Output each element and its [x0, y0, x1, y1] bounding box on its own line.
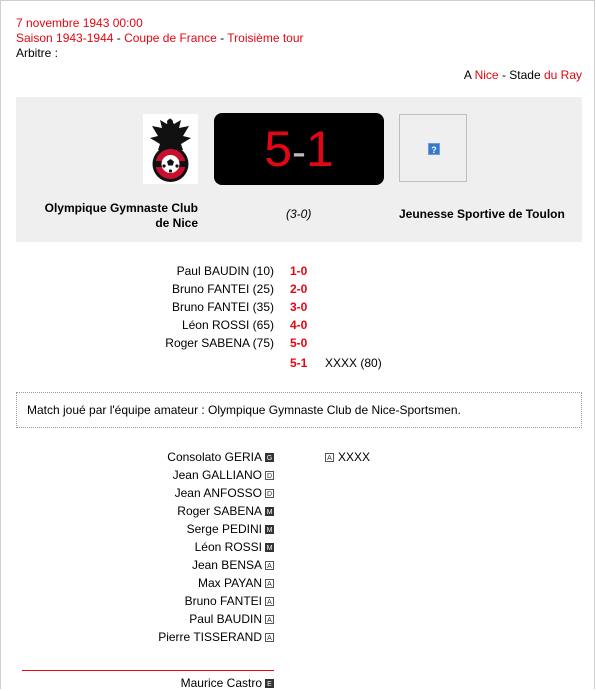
goal-score: 5-1 [290, 356, 308, 370]
goal-row [0, 354, 596, 372]
goal-row [0, 334, 596, 352]
home-scorer[interactable]: Paul BAUDIN (10) [176, 264, 274, 278]
home-player[interactable]: Paul BAUDIN A [189, 610, 274, 628]
away-player[interactable]: A XXXX [325, 448, 370, 466]
home-player[interactable]: Serge PEDINI M [186, 522, 273, 536]
position-badge-icon: A [265, 597, 274, 606]
home-scorer[interactable]: Roger SABENA (75) [165, 336, 274, 350]
goal-row [0, 280, 596, 298]
position-badge-icon: M [266, 509, 273, 516]
lineup-row [0, 610, 596, 628]
lineup-row [0, 538, 596, 556]
home-score: 5 [264, 121, 292, 177]
city-link[interactable]: Nice [474, 68, 499, 82]
match-context [16, 31, 304, 46]
goal-score: 2-0 [290, 282, 308, 296]
home-player[interactable]: Pierre TISSERAND A [158, 628, 274, 646]
eagle-crest-icon [143, 114, 198, 184]
position-badge-icon: M [266, 527, 273, 534]
home-scorer[interactable]: Bruno FANTEI (35) [171, 300, 274, 314]
lineup-row [0, 592, 596, 610]
lineup-row [0, 628, 596, 646]
coach-divider [22, 670, 274, 671]
lineup-row [0, 502, 596, 520]
home-team-logo[interactable] [143, 114, 198, 184]
home-player[interactable]: Jean ANFOSSO D [174, 486, 273, 500]
home-scorer[interactable]: Bruno FANTEI (25) [171, 282, 274, 296]
goal-score: 4-0 [290, 318, 308, 332]
stadium-link[interactable]: du Ray [543, 68, 582, 82]
separator: - [216, 31, 228, 45]
goal-row [0, 298, 596, 316]
season-link[interactable]: Saison 1943-1944 [16, 31, 114, 45]
goal-score: 5-0 [290, 336, 308, 350]
match-date: 7 novembre 1943 00:00 [16, 16, 143, 30]
home-player[interactable]: Bruno FANTEI A [185, 592, 274, 610]
goal-row [0, 262, 596, 280]
home-player[interactable]: Jean GALLIANO D [172, 468, 273, 482]
match-note: Match joué par l'équipe amateur : Olympique Gymnaste Club de Nice-Sportsmen. [16, 392, 582, 428]
away-team-logo[interactable] [399, 114, 467, 182]
position-badge-icon: D [266, 491, 273, 498]
separator: - [113, 31, 125, 45]
home-player[interactable]: Jean BENSA A [192, 556, 274, 574]
competition-link[interactable]: Coupe de France [124, 31, 217, 45]
coach-last-name: Castro [226, 676, 262, 690]
coach-first-name: Maurice [180, 676, 224, 690]
referee-label: Arbitre : [16, 46, 59, 60]
lineup-row [0, 520, 596, 538]
goal-row [0, 316, 596, 334]
home-scorer[interactable]: Léon ROSSI (65) [181, 318, 274, 332]
position-badge-icon: M [266, 545, 273, 552]
position-badge-icon: G [266, 455, 273, 462]
scoreboard [214, 113, 384, 185]
away-score: 1 [306, 121, 334, 177]
lineup-row [0, 448, 596, 466]
venue-prefix: A [463, 68, 475, 82]
score-separator: - [292, 128, 306, 175]
position-badge-icon: A [325, 453, 334, 462]
home-player[interactable]: Max PAYAN A [198, 574, 274, 592]
position-badge-icon: D [266, 473, 273, 480]
lineup-row [0, 556, 596, 574]
venue [464, 68, 582, 82]
away-scorer[interactable]: XXXX (80) [325, 356, 382, 370]
home-player[interactable]: Consolato GERIA G [167, 450, 273, 464]
home-player[interactable]: Roger SABENA M [177, 504, 273, 518]
away-team-name[interactable]: Jeunesse Sportive de Toulon [399, 207, 565, 221]
goal-score: 1-0 [290, 264, 308, 278]
position-badge-icon: A [265, 579, 274, 588]
home-team-name[interactable]: Olympique Gymnaste Club de Nice [44, 201, 198, 230]
lineup-row [0, 574, 596, 592]
home-player[interactable]: Léon ROSSI M [194, 540, 273, 554]
position-badge-icon: E [265, 679, 274, 688]
position-badge-icon: A [265, 561, 274, 570]
half-time-score: (3-0) [286, 207, 312, 221]
missing-image-icon: ? [428, 143, 440, 155]
round-link[interactable]: Troisième tour [227, 31, 304, 45]
scoreboard-panel [16, 97, 582, 242]
match-header [16, 16, 304, 61]
lineup-row [0, 484, 596, 502]
lineup-row [0, 466, 596, 484]
position-badge-icon: A [265, 633, 274, 642]
position-badge-icon: A [265, 615, 274, 624]
venue-sep: - Stade [498, 68, 544, 82]
goal-score: 3-0 [290, 300, 308, 314]
